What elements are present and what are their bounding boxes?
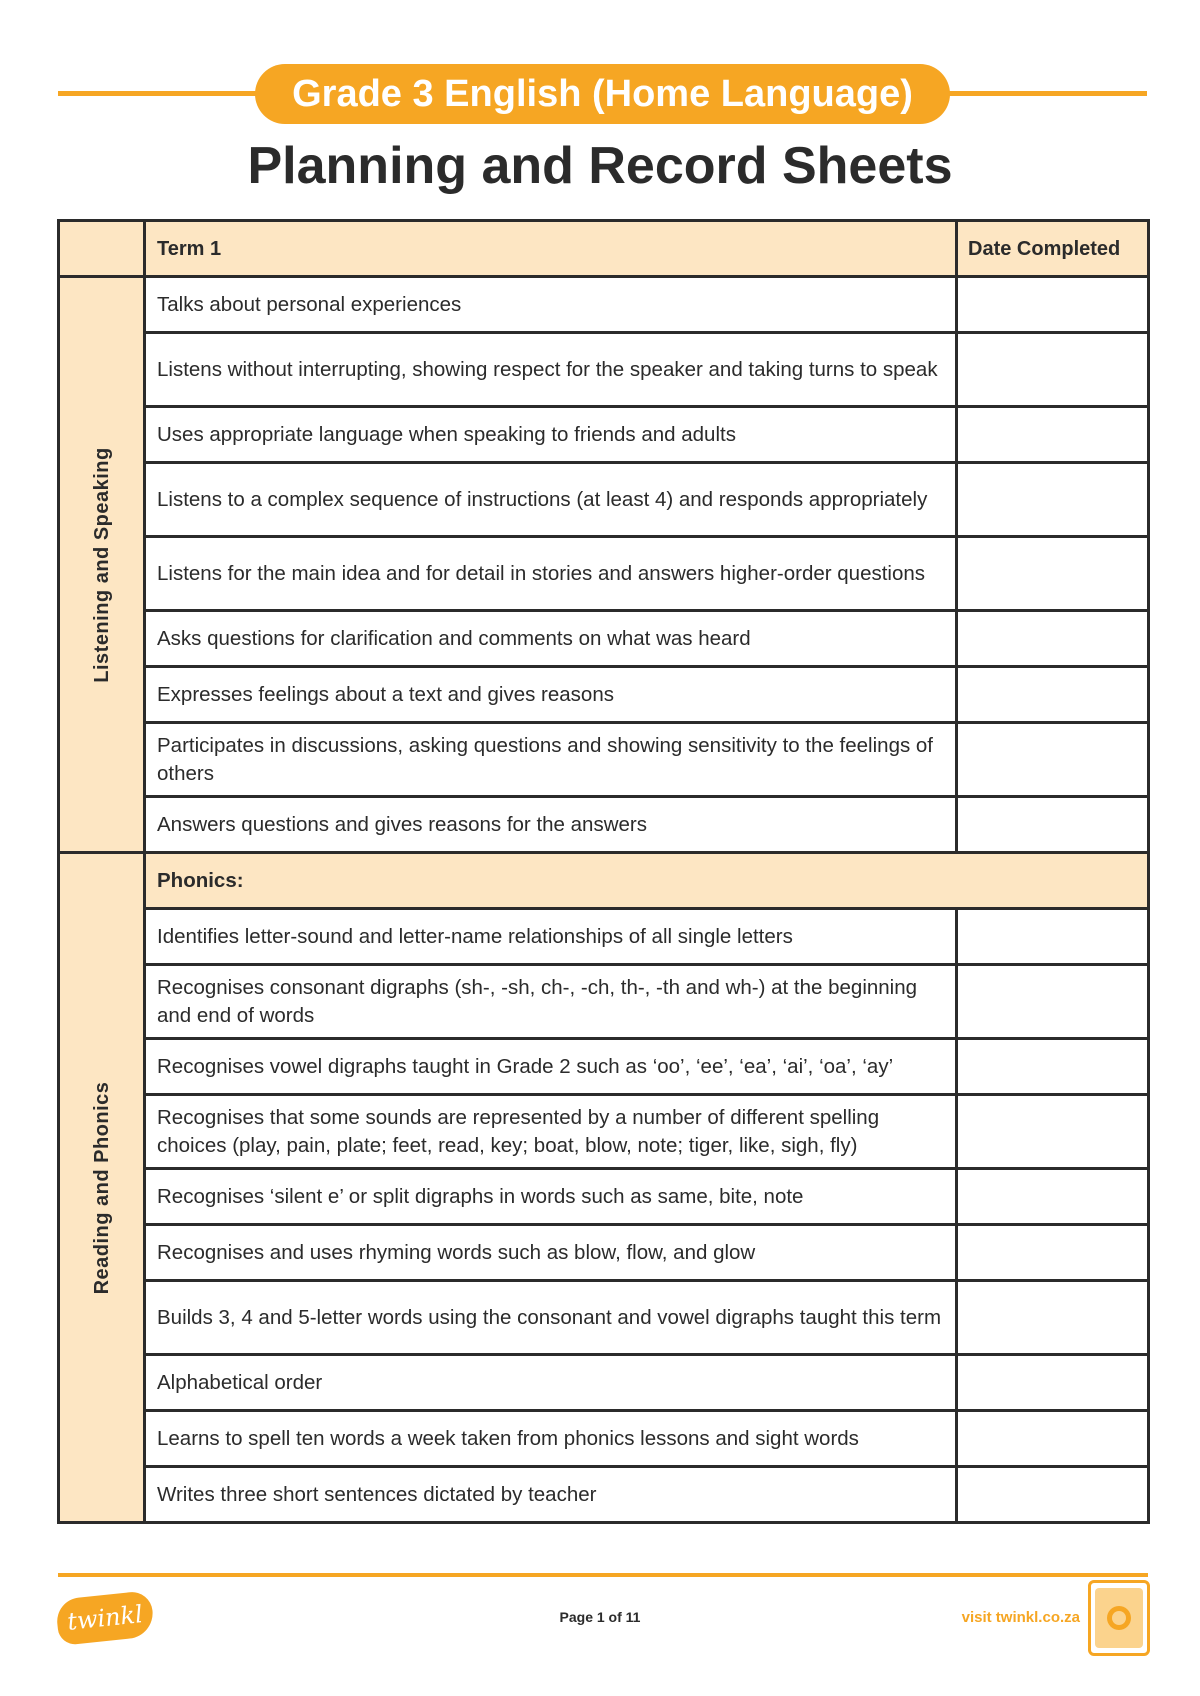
table-row	[59, 797, 1149, 853]
date-completed-cell[interactable]	[957, 1095, 1149, 1169]
date-completed-cell[interactable]	[957, 611, 1149, 667]
table-row	[59, 965, 1149, 1039]
date-completed-cell[interactable]	[957, 333, 1149, 407]
table-row	[59, 1039, 1149, 1095]
table-row	[59, 463, 1149, 537]
objective-text: Listens to a complex sequence of instructions (at least 4) and responds appropriately	[145, 463, 957, 537]
table-row	[59, 1411, 1149, 1467]
date-completed-cell[interactable]	[957, 909, 1149, 965]
section-label-cell	[59, 853, 145, 1523]
table-row	[59, 1281, 1149, 1355]
twinkl-logo[interactable]: twinkl	[55, 1590, 155, 1646]
page-number: Page 1 of 11	[559, 1609, 641, 1625]
table-row	[59, 667, 1149, 723]
objective-text: Listens for the main idea and for detail in stories and answers higher-order questions	[145, 537, 957, 611]
table-row	[59, 723, 1149, 797]
date-completed-cell[interactable]	[957, 277, 1149, 333]
date-completed-cell[interactable]	[957, 1039, 1149, 1095]
table-row	[59, 407, 1149, 463]
date-completed-cell[interactable]	[957, 537, 1149, 611]
term-header: Term 1	[145, 221, 957, 277]
date-completed-cell[interactable]	[957, 407, 1149, 463]
grade-banner: Grade 3 English (Home Language)	[255, 64, 950, 124]
objective-text: Builds 3, 4 and 5-letter words using the consonant and vowel digraphs taught this term	[145, 1281, 957, 1355]
section-label-cell	[59, 277, 145, 853]
table-row	[59, 1467, 1149, 1523]
objective-text: Expresses feelings about a text and gives reasons	[145, 667, 957, 723]
date-completed-cell[interactable]	[957, 1355, 1149, 1411]
date-completed-cell[interactable]	[957, 667, 1149, 723]
section-label-reading-phonics: Reading and Phonics	[90, 1081, 113, 1294]
date-completed-cell[interactable]	[957, 797, 1149, 853]
record-table	[57, 219, 1150, 1524]
date-completed-cell[interactable]	[957, 1169, 1149, 1225]
objective-text: Talks about personal experiences	[145, 277, 957, 333]
date-completed-cell[interactable]	[957, 723, 1149, 797]
objective-text: Identifies letter-sound and letter-name relationships of all single letters	[145, 909, 957, 965]
date-completed-cell[interactable]	[957, 1225, 1149, 1281]
date-completed-cell[interactable]	[957, 1281, 1149, 1355]
header-rule-right	[940, 91, 1147, 96]
objective-text: Recognises ‘silent e’ or split digraphs in words such as same, bite, note	[145, 1169, 957, 1225]
footer-rule	[58, 1573, 1148, 1577]
date-completed-cell[interactable]	[957, 965, 1149, 1039]
date-completed-cell[interactable]	[957, 463, 1149, 537]
table-row	[59, 1169, 1149, 1225]
table-row	[59, 909, 1149, 965]
objective-text: Alphabetical order	[145, 1355, 957, 1411]
date-completed-cell[interactable]	[957, 1467, 1149, 1523]
table-row	[59, 333, 1149, 407]
table-row	[59, 277, 1149, 333]
objective-text: Learns to spell ten words a week taken from phonics lessons and sight words	[145, 1411, 957, 1467]
quality-badge-icon	[1088, 1580, 1150, 1656]
badge-seal-icon	[1104, 1603, 1134, 1633]
table-row	[59, 1225, 1149, 1281]
table-header-row	[59, 221, 1149, 277]
objective-text: Recognises and uses rhyming words such as blow, flow, and glow	[145, 1225, 957, 1281]
page-title: Planning and Record Sheets	[247, 137, 953, 195]
section-label-listening-speaking: Listening and Speaking	[90, 446, 113, 683]
table-subheading-row	[59, 853, 1149, 909]
header-rule-left	[58, 91, 268, 96]
badge-inner	[1095, 1588, 1143, 1648]
objective-text: Participates in discussions, asking questions and showing sensitivity to the feelings of others	[145, 723, 957, 797]
table-row	[59, 537, 1149, 611]
table-row	[59, 1355, 1149, 1411]
phonics-subheading: Phonics:	[145, 853, 1149, 909]
table-row	[59, 611, 1149, 667]
objective-text: Recognises that some sounds are represented by a number of different spelling choices (play, pain, plate; feet, read, key; boat, blow, note; tiger, like, sigh, fly)	[145, 1095, 957, 1169]
corner-cell	[59, 221, 145, 277]
objective-text: Uses appropriate language when speaking to friends and adults	[145, 407, 957, 463]
visit-link[interactable]: visit twinkl.co.za	[961, 1609, 1080, 1626]
date-completed-cell[interactable]	[957, 1411, 1149, 1467]
objective-text: Answers questions and gives reasons for the answers	[145, 797, 957, 853]
objective-text: Writes three short sentences dictated by teacher	[145, 1467, 957, 1523]
table-row	[59, 1095, 1149, 1169]
objective-text: Listens without interrupting, showing respect for the speaker and taking turns to speak	[145, 333, 957, 407]
objective-text: Asks questions for clarification and comments on what was heard	[145, 611, 957, 667]
objective-text: Recognises consonant digraphs (sh-, -sh, ch-, -ch, th-, -th and wh-) at the beginning and end of words	[145, 965, 957, 1039]
objective-text: Recognises vowel digraphs taught in Grade 2 such as ‘oo’, ‘ee’, ‘ea’, ‘ai’, ‘oa’, ‘ay’	[145, 1039, 957, 1095]
date-completed-header: Date Completed	[957, 221, 1149, 277]
